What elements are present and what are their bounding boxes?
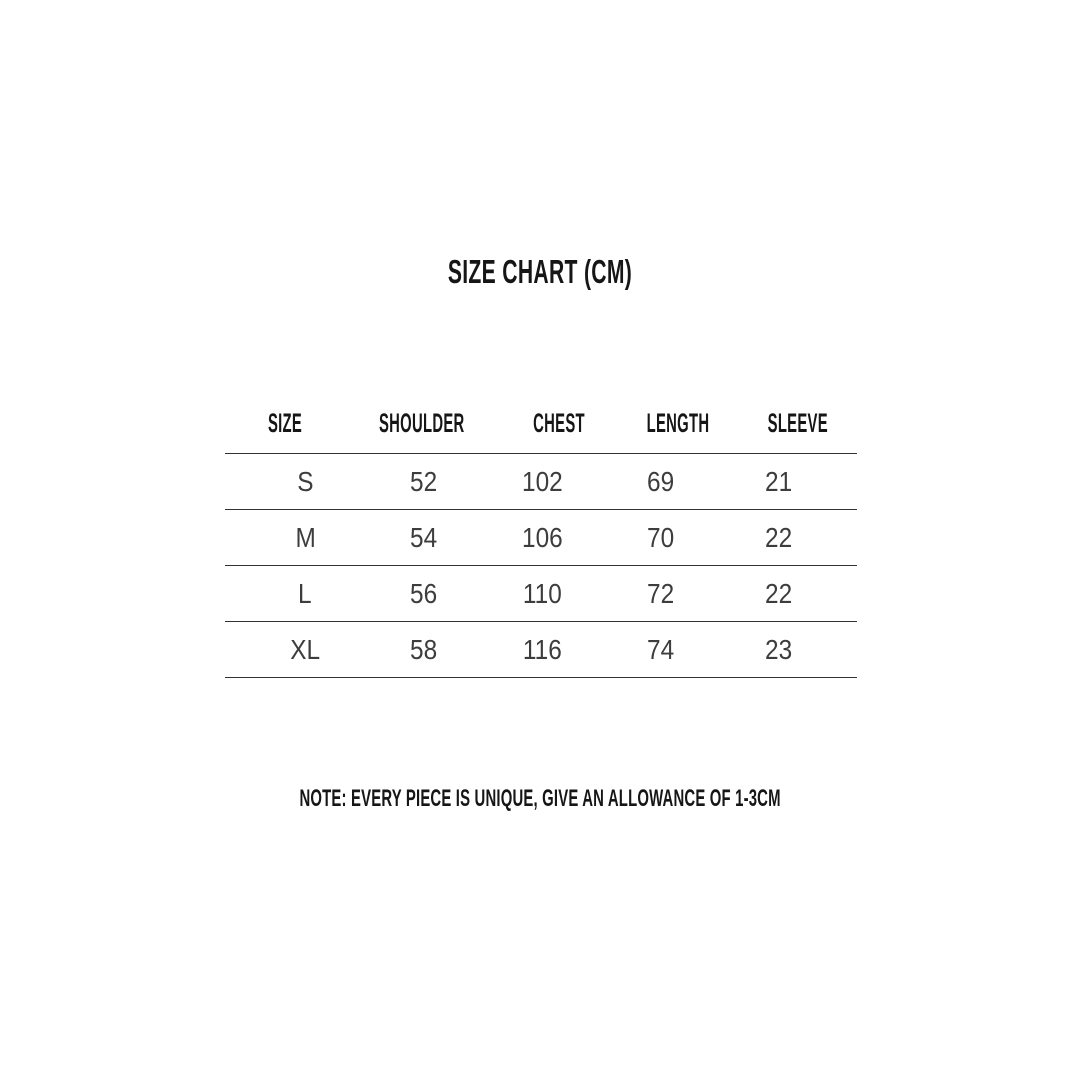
cell-length: 70 <box>646 521 674 553</box>
table-row-s <box>225 454 857 510</box>
size-note <box>0 784 1080 814</box>
column-header-size: SIZE <box>267 408 302 438</box>
cell-sleeve: 21 <box>765 465 793 497</box>
cell-length: 72 <box>646 577 674 609</box>
cell-length: 74 <box>646 633 674 665</box>
column-header-chest: CHEST <box>533 408 586 438</box>
page-title <box>0 252 1080 292</box>
cell-shoulder: 58 <box>410 633 438 665</box>
cell-chest: 102 <box>521 465 563 497</box>
cell-chest: 106 <box>521 521 563 553</box>
cell-size: S <box>297 465 314 497</box>
table-row-m <box>225 510 857 566</box>
size-note-text: NOTE: EVERY PIECE IS UNIQUE, GIVE AN ALLOWANCE OF 1-3CM <box>299 785 781 812</box>
cell-chest: 110 <box>522 577 562 609</box>
table-header-row <box>225 409 857 454</box>
cell-shoulder: 54 <box>410 521 438 553</box>
cell-sleeve: 23 <box>765 633 793 665</box>
cell-sleeve: 22 <box>765 577 793 609</box>
size-chart-table <box>225 409 857 678</box>
cell-shoulder: 56 <box>410 577 438 609</box>
cell-chest: 116 <box>522 633 562 665</box>
table-row-l <box>225 566 857 622</box>
page-title-text: SIZE CHART (CM) <box>447 253 633 290</box>
cell-size: M <box>295 521 316 553</box>
cell-size: XL <box>290 633 321 665</box>
table-row-xl <box>225 622 857 678</box>
column-header-length: LENGTH <box>646 408 710 438</box>
cell-length: 69 <box>646 465 674 497</box>
cell-shoulder: 52 <box>410 465 438 497</box>
cell-size: L <box>298 577 312 609</box>
column-header-sleeve: SLEEVE <box>767 408 828 438</box>
cell-sleeve: 22 <box>765 521 793 553</box>
column-header-shoulder: SHOULDER <box>379 408 465 438</box>
